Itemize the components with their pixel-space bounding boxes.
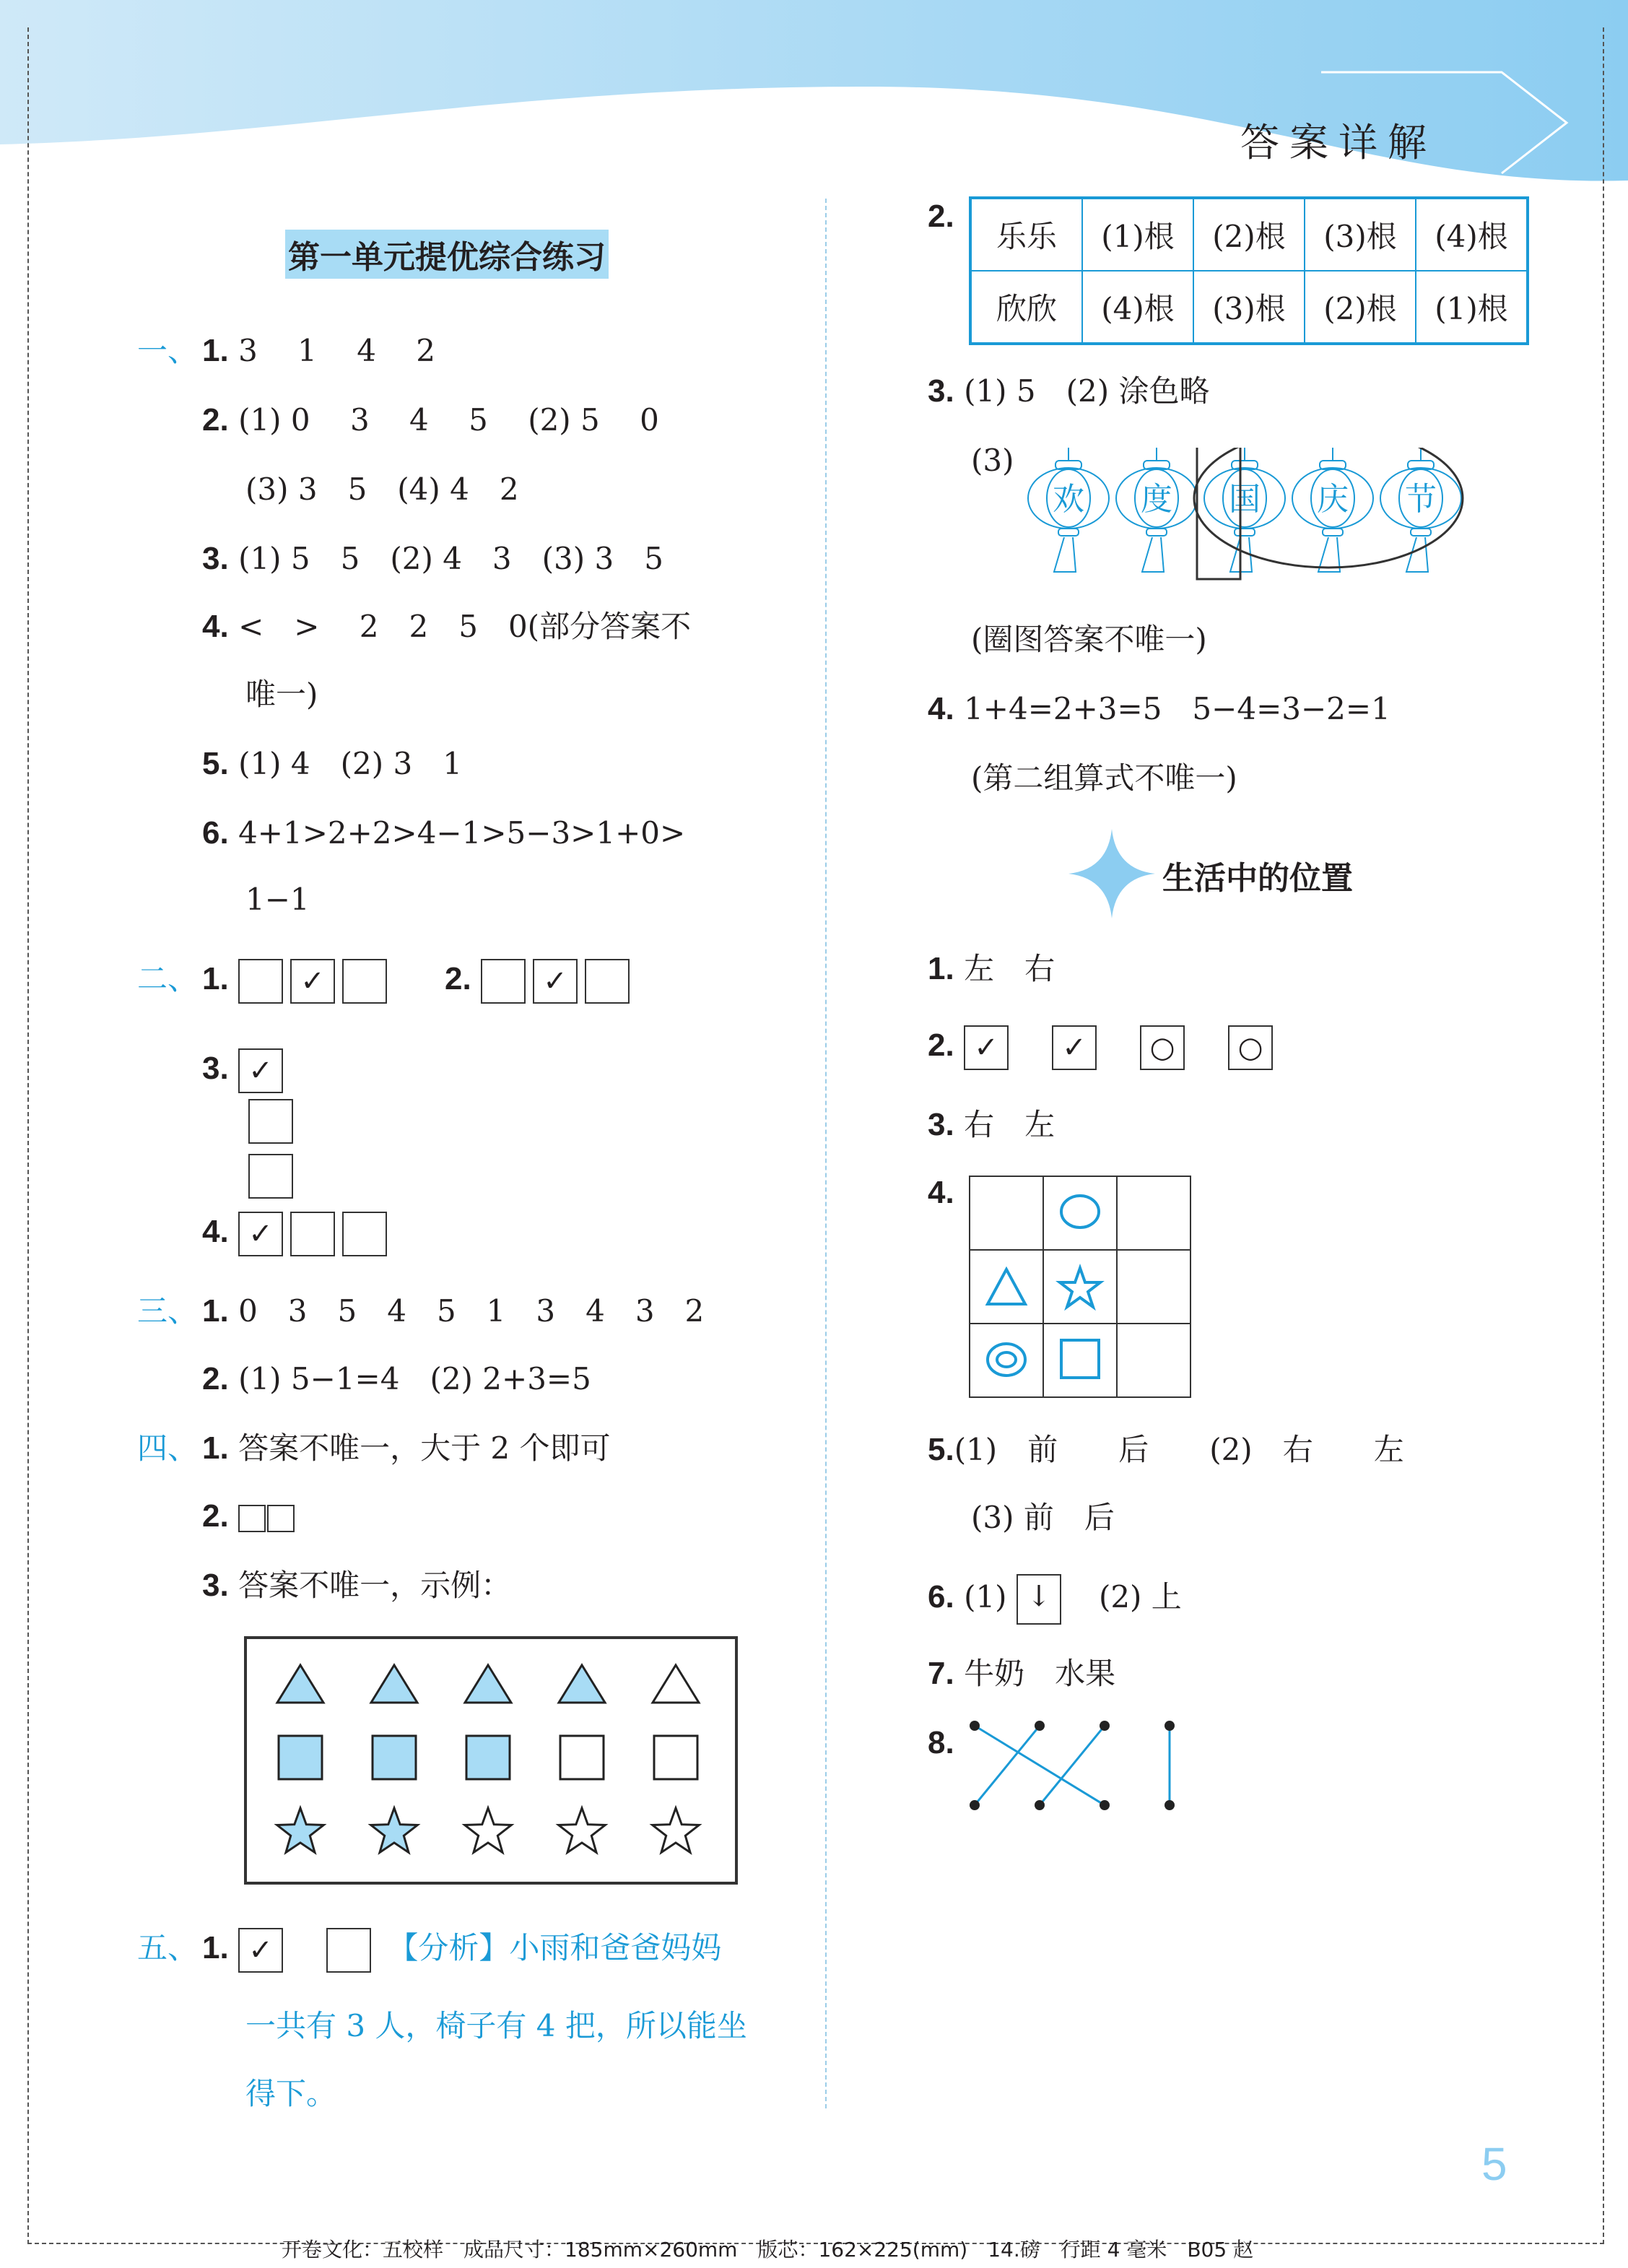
answer-text: < > 2 2 5 0(部分答案不: [238, 609, 692, 644]
q1-4: [202, 605, 691, 648]
star-empty: [559, 1808, 606, 1853]
lantern-group: [1025, 448, 1487, 592]
answer-box: [267, 1505, 295, 1532]
answer-box: [248, 1154, 293, 1199]
q4-3: [202, 1564, 511, 1607]
analysis-text: 【分析】小雨和爸爸妈妈: [388, 1930, 722, 1965]
r-q2-label: [928, 195, 954, 238]
q1-3: [202, 537, 663, 581]
star-empty: [653, 1808, 700, 1853]
check-box: ✓: [238, 1212, 283, 1256]
q4-1: [202, 1427, 611, 1470]
q-number: 1.: [202, 1293, 229, 1329]
answer-box: [342, 959, 387, 1004]
q2-2: [445, 957, 637, 1004]
table-cell: 欣欣: [970, 271, 1082, 344]
check-box: ✓: [1052, 1025, 1097, 1070]
analysis-text: 一共有 3 人，椅子有 4 把，所以能坐: [245, 2008, 747, 2043]
lantern-char: 节: [1405, 481, 1437, 518]
q-number: 2.: [202, 402, 229, 438]
table-cell: (4)根: [1416, 198, 1528, 271]
answer-text: (3) 3 5 (4) 4 2: [245, 472, 519, 507]
answer-text: 1−1: [245, 882, 310, 917]
q5-1: [202, 1926, 721, 1973]
q-number: 4.: [202, 609, 229, 644]
lantern-char: 欢: [1053, 481, 1084, 518]
q-number: 3.: [202, 1051, 229, 1086]
answer-text: 4+1>2+2>4−1>5−3>1+0>: [238, 815, 686, 851]
answer-text: (3): [971, 443, 1014, 478]
q2-4: [202, 1210, 394, 1256]
answer-text: 牛奶 水果: [964, 1656, 1116, 1691]
table-row: [970, 198, 1528, 271]
section-marker-5: 五、: [137, 1930, 199, 1965]
triangle-filled: [277, 1665, 323, 1703]
q-number: 3.: [202, 541, 229, 576]
q-number: 7.: [928, 1656, 954, 1691]
answer-text: 3 1 4 2: [238, 333, 436, 368]
answer-text: 1+4=2+3=5 5−4=3−2=1: [964, 691, 1390, 726]
triangle-filled: [371, 1665, 417, 1703]
q2-3: [202, 1047, 290, 1093]
answer-box: [238, 1505, 266, 1532]
table-cell: (2)根: [1305, 271, 1416, 344]
table-cell: (2)根: [1193, 198, 1305, 271]
table-row: [970, 271, 1528, 344]
check-box: ✓: [964, 1025, 1009, 1070]
section-marker-1: 一、: [137, 333, 199, 368]
answer-text: (第二组算式不唯一): [971, 760, 1237, 796]
triangle-filled: [559, 1665, 605, 1703]
answer-box: [238, 959, 283, 1004]
answer-text: (1) 5−1=4 (2) 2+3=5: [238, 1361, 591, 1396]
answer-box: [585, 959, 630, 1004]
q-number: 1.: [202, 1930, 229, 1965]
q-number: 1.: [928, 951, 954, 986]
q1-1: [202, 329, 435, 373]
p-q8-label: [928, 1721, 954, 1765]
q-number: 8.: [928, 1725, 954, 1760]
p-q2: [928, 1024, 1280, 1070]
answer-text: 唯一): [245, 677, 318, 712]
q1-5: [202, 742, 462, 786]
q1-6: [202, 812, 685, 855]
table-cell: 乐乐: [970, 198, 1082, 271]
answer-text: (1) 前 后 (2) 右 左: [954, 1432, 1404, 1467]
check-box: ✓: [238, 1048, 283, 1093]
answer-text: 右 左: [964, 1107, 1055, 1142]
q-number: 5.: [202, 746, 229, 781]
triangle-filled: [465, 1665, 511, 1703]
section-title: 第一单元提优综合练习: [285, 230, 609, 279]
circle-box: ○: [1228, 1025, 1273, 1070]
answer-box: [326, 1928, 371, 1973]
lantern-char: 度: [1141, 481, 1172, 518]
star-decoration-icon: [1068, 829, 1155, 918]
table-cell: (1)根: [1416, 271, 1528, 344]
q-number: 2.: [445, 961, 471, 996]
position-grid: [969, 1176, 1193, 1399]
circle-shape: [1061, 1196, 1099, 1228]
q3-2: [202, 1357, 591, 1401]
answer-box: [248, 1099, 293, 1144]
q-number: 4.: [202, 1214, 229, 1249]
q-number: 3.: [928, 1107, 954, 1142]
q-number: 2.: [202, 1498, 229, 1534]
q-number: 5.: [928, 1432, 954, 1467]
shapes-example: [244, 1636, 739, 1886]
answer-text: (2) 上: [1098, 1579, 1182, 1615]
table-cell: (3)根: [1305, 198, 1416, 271]
p-q7: [928, 1652, 1115, 1695]
star-filled: [277, 1808, 324, 1853]
q-number: 6.: [928, 1579, 954, 1615]
header-title: 答案详解: [1240, 120, 1437, 165]
q-number: 1.: [202, 1430, 229, 1466]
answer-text: 左 右: [964, 951, 1055, 986]
answer-text: (1): [964, 1579, 1007, 1615]
column-divider: [825, 199, 827, 2108]
lantern-char: 国: [1229, 481, 1261, 518]
q2-1: [202, 957, 394, 1004]
q-number: 2.: [202, 1361, 229, 1396]
answer-text: 答案不唯一，示例：: [238, 1568, 512, 1603]
q4-2: [202, 1495, 302, 1538]
section-marker-4: 四、: [137, 1430, 199, 1466]
circle-box: ○: [1140, 1025, 1185, 1070]
r-q3: [928, 370, 1209, 413]
table-cell: (4)根: [1082, 271, 1193, 344]
star-empty: [465, 1808, 512, 1853]
answer-text: (1) 4 (2) 3 1: [238, 746, 462, 781]
p-q5: [928, 1428, 1404, 1472]
comparison-table: [969, 196, 1529, 345]
q-number: 4.: [928, 691, 954, 726]
lantern-char: 庆: [1317, 481, 1349, 518]
footer-print-info: 开卷文化：五校样 成品尺寸：185mm×260mm 版芯：162×225(mm) 14.磅 行距 4 毫米 B05 赵: [282, 2238, 1254, 2262]
q-number: 4.: [928, 1175, 954, 1210]
star-shape: [1060, 1268, 1100, 1307]
square-shape: [1061, 1340, 1099, 1378]
analysis-text: 得下。: [245, 2076, 337, 2111]
page-number: 5: [1481, 2138, 1507, 2190]
answer-text: 答案不唯一，大于 2 个即可: [238, 1430, 611, 1466]
p-q4-label: [928, 1171, 954, 1215]
q3-1: [202, 1290, 704, 1333]
answer-box: [342, 1212, 387, 1256]
section-title-position: 生活中的位置: [1162, 860, 1353, 897]
arrow-down-icon: ↓: [1017, 1574, 1061, 1625]
triangle-shape: [988, 1269, 1025, 1304]
answer-box: [481, 959, 526, 1004]
answer-text: 0 3 5 4 5 1 3 4 3 2: [238, 1293, 705, 1329]
q-number: 6.: [202, 815, 229, 851]
q-number: 1.: [202, 961, 229, 996]
answer-text: (1) 0 3 4 5 (2) 5 0: [238, 402, 659, 438]
q-number: 2.: [928, 1027, 954, 1063]
answer-text: (1) 5 5 (2) 4 3 (3) 3 5: [238, 541, 663, 576]
p-q1: [928, 947, 1055, 991]
p-q6: [928, 1574, 1182, 1625]
answer-text: (3) 前 后: [971, 1500, 1115, 1535]
q-number: 2.: [928, 199, 954, 234]
table-cell: (1)根: [1082, 198, 1193, 271]
star-filled: [371, 1808, 418, 1853]
answer-text: (1) 5 (2) 涂色略: [964, 373, 1210, 409]
check-box: ✓: [290, 959, 335, 1004]
answer-box: [290, 1212, 335, 1256]
q1-2: [202, 399, 659, 442]
p-q3: [928, 1103, 1055, 1147]
q-number: 3.: [928, 373, 954, 409]
answer-text: (圈图答案不唯一): [971, 622, 1207, 657]
matching-lines: [960, 1711, 1191, 1820]
check-box: ✓: [238, 1928, 283, 1973]
q-number: 1.: [202, 333, 229, 368]
check-box: ✓: [533, 959, 578, 1004]
triangle-empty: [653, 1665, 699, 1703]
r-q4: [928, 687, 1390, 731]
section-marker-3: 三、: [137, 1293, 199, 1329]
table-cell: (3)根: [1193, 271, 1305, 344]
section-marker-2: 二、: [137, 961, 199, 996]
q-number: 3.: [202, 1568, 229, 1603]
